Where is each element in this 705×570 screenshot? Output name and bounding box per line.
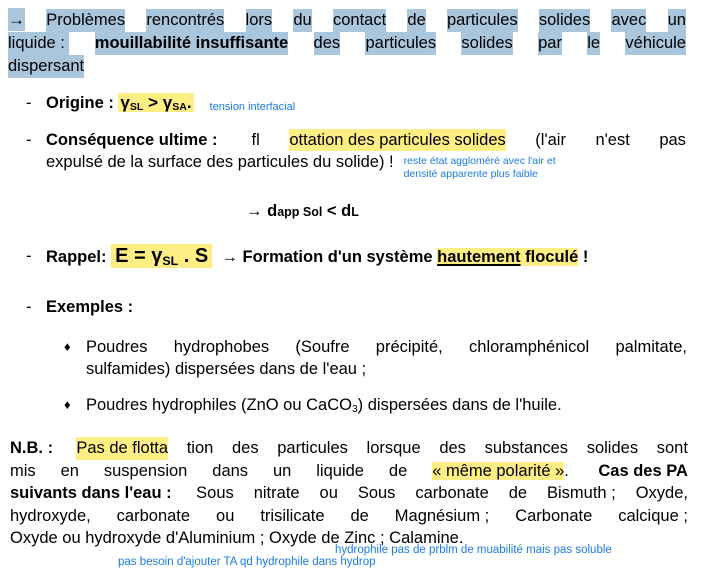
nb-word: solides xyxy=(586,439,639,457)
nb-word: liquide xyxy=(316,461,364,480)
equation-surface: . S xyxy=(178,245,209,267)
dl-subscript: L xyxy=(351,205,359,219)
nb-word: en xyxy=(60,461,79,480)
rappel-exclamation: ! xyxy=(578,248,589,266)
nb-highlight-2: « même polarité » xyxy=(432,461,565,480)
header-word: dispersant xyxy=(8,55,84,78)
header-word: de xyxy=(407,9,425,32)
nb-line-3 xyxy=(10,482,688,505)
nb-word: carbonate xyxy=(116,506,191,525)
dapp-operator: < xyxy=(322,202,342,220)
dash-marker: - xyxy=(26,247,32,265)
nb-word: suspension xyxy=(103,461,188,480)
annotation-hydrophile-soluble: hydrophile pas de prblm de muabilité mais pas soluble xyxy=(335,544,612,556)
bullet-word: chloramphénicol xyxy=(469,338,590,356)
nb-word: dans xyxy=(212,461,249,480)
formula-dapp xyxy=(246,202,359,221)
arrow-icon: → xyxy=(246,202,263,220)
nb-word: des xyxy=(439,439,466,457)
consequence-body xyxy=(46,129,686,180)
rappel-conclusion xyxy=(243,248,589,266)
nb-word: de xyxy=(350,506,369,525)
nb-word: Oxyde, xyxy=(635,484,688,502)
header-word: le xyxy=(587,32,600,55)
consequence-line-2 xyxy=(46,151,686,180)
origine-label: Origine : xyxy=(46,94,119,112)
nb-bold-tail: Cas des PA xyxy=(598,461,688,480)
nb-word: mis xyxy=(10,461,36,480)
header-word: particules xyxy=(365,32,436,55)
header-word: lors xyxy=(246,9,273,32)
annotation-agglomere xyxy=(404,155,556,180)
dash-marker: - xyxy=(26,298,32,316)
rappel-underlined: hautement xyxy=(437,248,521,266)
consequence-word: n'est xyxy=(595,131,630,149)
annotation-tension-interfacial: tension interfacial xyxy=(209,101,296,113)
rappel-conclusion-text: Formation d'un système xyxy=(242,248,438,266)
equation-gamma-subscript: SL xyxy=(162,253,179,268)
header-line-3 xyxy=(8,55,686,78)
nb-word: nitrate xyxy=(253,484,300,502)
consequence-line-1 xyxy=(46,129,686,151)
bullet-body xyxy=(86,394,562,419)
bullet-word: palmitate, xyxy=(615,338,687,356)
header-word: rencontrés xyxy=(146,9,224,32)
consequence-line2-text: expulsé de la surface des particules du solide) ! xyxy=(46,153,394,171)
consequence-word: pas xyxy=(659,131,686,149)
header-word: particules xyxy=(447,9,518,32)
nb-highlight-1: Pas de flotta xyxy=(76,437,168,460)
header-word: du xyxy=(293,9,311,32)
nb-word: ou xyxy=(319,484,338,502)
nb-word: Sous xyxy=(196,484,234,502)
caco3-subscript: 3 xyxy=(351,404,358,416)
dash-marker: - xyxy=(26,131,32,149)
nb-word: sont xyxy=(656,439,688,457)
list-item-bullet-hydrophobes xyxy=(62,336,687,380)
annotation-pas-besoin-ta: pas besoin d'ajouter TA qd hydrophile dans hydrop xyxy=(118,556,376,568)
header-word: Problèmes xyxy=(46,9,125,32)
nb-word: carbonate xyxy=(415,484,489,502)
header-word: solides xyxy=(461,32,512,55)
rappel-label: Rappel: xyxy=(46,248,107,266)
nb-line-4 xyxy=(10,505,688,528)
header-word: avec xyxy=(611,9,646,32)
nb-bold-lead: suivants dans l'eau : xyxy=(10,484,177,502)
header-paragraph xyxy=(8,8,686,78)
bullet-word: précipité, xyxy=(375,338,443,356)
bullet-word: hydrophobes xyxy=(173,338,270,356)
dapp-symbol: d xyxy=(267,202,278,220)
consequence-prefix: fl xyxy=(251,131,260,149)
bullet-line-2: sulfamides) dispersées dans de l'eau ; xyxy=(86,360,367,378)
nb-label: N.B. : xyxy=(10,439,58,457)
nb-word: des xyxy=(231,439,259,457)
header-word: véhicule xyxy=(625,32,686,55)
header-word: solides xyxy=(539,9,590,32)
header-word: contact xyxy=(333,9,386,32)
header-lead-in: liquide : xyxy=(8,32,69,55)
arrow-icon: → xyxy=(8,10,25,29)
origine-body xyxy=(46,92,295,116)
dl-symbol: d xyxy=(341,202,352,220)
nb-word: de xyxy=(508,484,528,502)
nb-word: un xyxy=(272,461,292,480)
nb-word: Magnésium ; xyxy=(394,506,490,525)
list-item-bullet-hydrophiles xyxy=(62,394,687,419)
nb-word: trisilicate xyxy=(260,506,325,525)
bullet-line-1 xyxy=(86,336,687,358)
header-line-1 xyxy=(8,8,686,32)
list-item-origine xyxy=(26,92,666,116)
nb-line-2 xyxy=(10,460,688,483)
gamma-sl-subscript: SL xyxy=(129,101,144,114)
header-word: par xyxy=(538,32,562,55)
bullet-text-pre: Poudres hydrophiles (ZnO ou CaCO xyxy=(86,396,352,414)
nb-word: lorsque xyxy=(366,439,421,457)
nb-word: hydroxyde, xyxy=(10,506,91,525)
list-item-exemples xyxy=(26,296,133,318)
consequence-highlight: ottation des particules solides xyxy=(289,131,506,149)
diamond-bullet-icon: ♦ xyxy=(64,397,71,412)
nb-word: Carbonate xyxy=(515,506,593,525)
bullet-body xyxy=(86,336,687,380)
gamma-sa-subscript: SA xyxy=(172,101,187,114)
nb-highlight-2-wrap xyxy=(432,460,573,483)
arrow-icon: → xyxy=(221,248,238,266)
nb-word: particules xyxy=(277,439,348,457)
origine-inequality xyxy=(118,93,193,112)
dash-marker: - xyxy=(26,94,32,112)
consequence-label: Conséquence ultime : xyxy=(46,131,223,149)
list-item-consequence xyxy=(26,129,688,180)
nb-line-5: Oxyde ou hydroxyde d'Aluminium ; Oxyde de Zinc ; Calamine. xyxy=(10,529,464,547)
rappel-highlight-tail: floculé xyxy=(520,248,579,266)
equation-gamma: γ xyxy=(151,245,163,267)
rappel-equation xyxy=(111,244,212,268)
header-word: des xyxy=(314,32,341,55)
nb-word: calcique ; xyxy=(618,506,688,525)
list-item-rappel xyxy=(26,245,588,269)
header-emphasis: mouillabilité insuffisante xyxy=(95,32,288,55)
nb-word: de xyxy=(388,461,408,480)
nb-word: substances xyxy=(484,439,569,457)
nb-line-1 xyxy=(10,437,688,460)
bullet-word: (Soufre xyxy=(295,338,350,356)
nb-word: tion xyxy=(186,439,214,457)
bullet-text-post: ) dispersées dans de l'huile. xyxy=(357,396,562,414)
nb-word: Bismuth ; xyxy=(546,484,616,502)
rappel-body xyxy=(46,245,588,269)
exemples-label: Exemples : xyxy=(46,298,134,316)
period: . xyxy=(186,93,192,112)
equation-energy: E = xyxy=(115,245,152,267)
nb-word: Sous xyxy=(357,484,396,502)
annotation-agglomere-line1: reste état aggloméré avec l'air et xyxy=(403,155,556,167)
note-bene-block xyxy=(10,437,688,550)
header-line-2 xyxy=(8,32,686,55)
dapp-subscript: app Sol xyxy=(277,205,323,219)
gamma-sa: γ xyxy=(162,93,173,112)
gamma-sl: γ xyxy=(120,93,130,112)
inequality-operator: > xyxy=(143,93,163,112)
annotation-agglomere-line2: densité apparente plus faible xyxy=(403,167,538,180)
nb-word: ou xyxy=(216,506,235,525)
consequence-word: (l'air xyxy=(535,131,566,149)
bullet-word: Poudres xyxy=(86,338,148,356)
header-word: un xyxy=(668,9,686,32)
diamond-bullet-icon: ♦ xyxy=(64,339,71,354)
nb-period: . xyxy=(564,461,574,480)
